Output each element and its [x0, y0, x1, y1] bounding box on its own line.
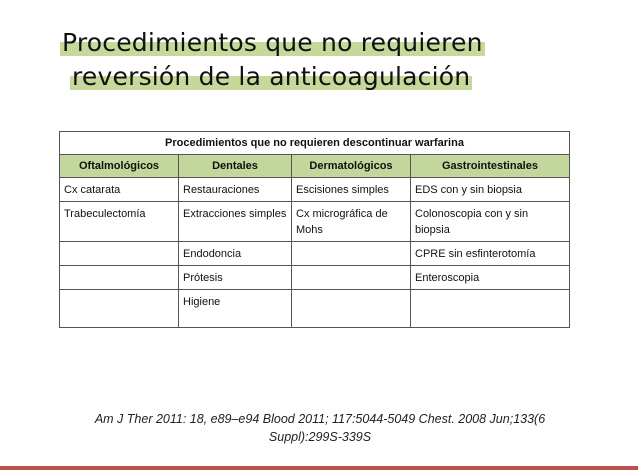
table-cell: Cx catarata	[60, 178, 179, 202]
header-dentales: Dentales	[179, 155, 292, 178]
procedures-table	[59, 131, 570, 328]
table-cell: Higiene	[179, 290, 292, 328]
table-row	[60, 242, 570, 266]
table-row	[60, 266, 570, 290]
table-cell: EDS con y sin biopsia	[411, 178, 570, 202]
table-cell: CPRE sin esfinterotomía	[411, 242, 570, 266]
table-row	[60, 178, 570, 202]
references: Am J Ther 2011: 18, e89–e94 Blood 2011; 117:5044-5049 Chest. 2008 Jun;133(6 Suppl):299S-339S	[94, 412, 546, 444]
table-caption: Procedimientos que no requieren descontinuar warfarina	[60, 132, 570, 155]
header-dermatologicos: Dermatológicos	[292, 155, 411, 178]
slide-title-line-1: Procedimientos que no requieren	[62, 28, 483, 57]
table-cell	[60, 242, 179, 266]
table-cell: Cx micrográfica de Mohs	[292, 202, 411, 242]
header-gastrointestinales: Gastrointestinales	[411, 155, 570, 178]
table-row	[60, 290, 570, 328]
slide-title	[20, 26, 580, 94]
header-oftalmologicos: Oftalmológicos	[60, 155, 179, 178]
table-cell	[292, 242, 411, 266]
table-row	[60, 202, 570, 242]
table-cell: Prótesis	[179, 266, 292, 290]
table-cell	[292, 290, 411, 328]
table-cell: Enteroscopia	[411, 266, 570, 290]
table-header-row	[60, 155, 570, 178]
table-cell: Trabeculectomía	[60, 202, 179, 242]
table-cell: Colonoscopia con y sin biopsia	[411, 202, 570, 242]
table-caption-row	[60, 132, 570, 155]
table-cell	[411, 290, 570, 328]
table-cell: Escisiones simples	[292, 178, 411, 202]
table-cell: Restauraciones	[179, 178, 292, 202]
table-cell: Endodoncia	[179, 242, 292, 266]
table-cell	[60, 266, 179, 290]
table-cell	[292, 266, 411, 290]
table-cell	[60, 290, 179, 328]
accent-bar	[0, 466, 638, 470]
table-cell: Extracciones simples	[179, 202, 292, 242]
slide-title-line-2: reversión de la anticoagulación	[72, 62, 471, 91]
